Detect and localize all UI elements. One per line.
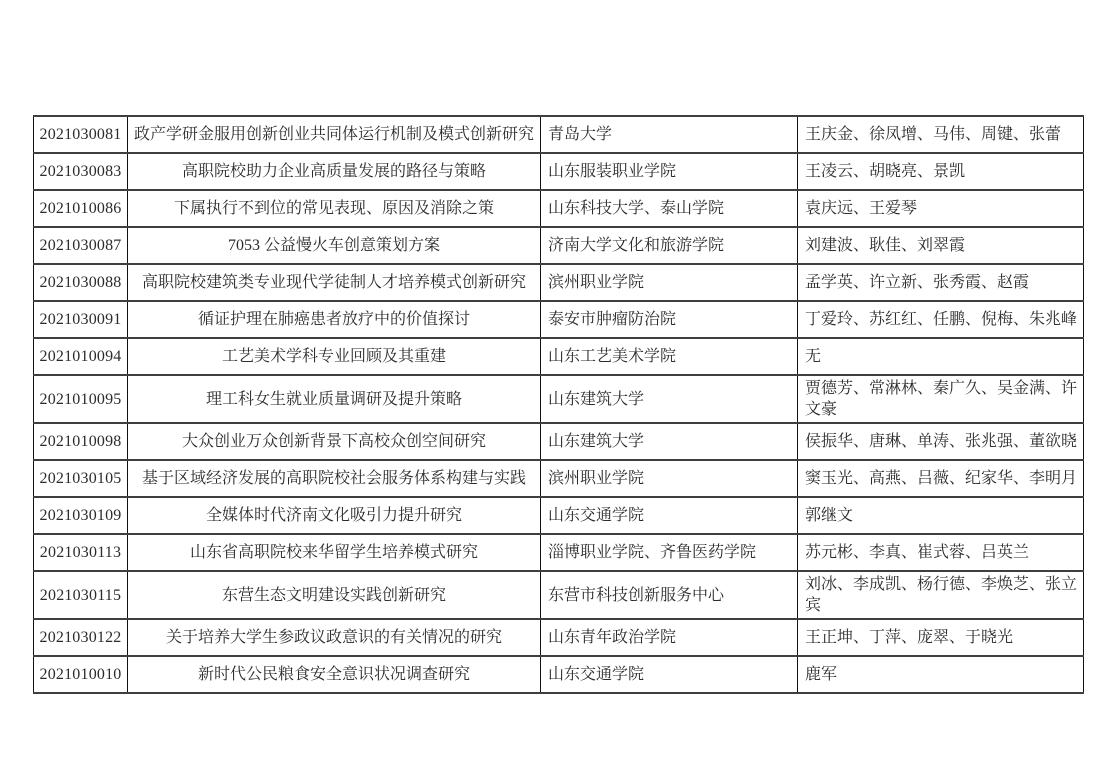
institution-cell: 滨州职业学院: [541, 264, 798, 301]
project-id-cell: 2021010086: [34, 190, 128, 227]
project-id-cell: 2021010094: [34, 338, 128, 375]
project-title-cell: 关于培养大学生参政议政意识的有关情况的研究: [128, 619, 541, 656]
institution-cell: 东营市科技创新服务中心: [541, 571, 798, 619]
table-row: [34, 656, 1084, 693]
institution-cell: 青岛大学: [541, 116, 798, 153]
members-cell: 贾德芳、常淋林、秦广久、吴金满、许文豪: [798, 375, 1084, 423]
members-cell: 刘冰、李成凯、杨行德、李焕芝、张立宾: [798, 571, 1084, 619]
project-id-cell: 2021030087: [34, 227, 128, 264]
table-row: [34, 534, 1084, 571]
project-id-cell: 2021030083: [34, 153, 128, 190]
members-cell: 苏元彬、李真、崔式蓉、吕英兰: [798, 534, 1084, 571]
institution-cell: 济南大学文化和旅游学院: [541, 227, 798, 264]
table-row: [34, 264, 1084, 301]
project-id-cell: 2021030091: [34, 301, 128, 338]
project-title-cell: 基于区域经济发展的高职院校社会服务体系构建与实践: [128, 460, 541, 497]
table-row: [34, 571, 1084, 619]
project-id-cell: 2021010098: [34, 423, 128, 460]
table-row: [34, 190, 1084, 227]
institution-cell: 山东工艺美术学院: [541, 338, 798, 375]
project-title-cell: 大众创业万众创新背景下高校众创空间研究: [128, 423, 541, 460]
table-row: [34, 116, 1084, 153]
project-id-cell: 2021030122: [34, 619, 128, 656]
table-row: [34, 153, 1084, 190]
projects-table: [33, 115, 1084, 694]
members-cell: 窦玉光、高燕、吕薇、纪家华、李明月: [798, 460, 1084, 497]
members-cell: 袁庆远、王爱琴: [798, 190, 1084, 227]
members-cell: 王庆金、徐凤增、马伟、周键、张蕾: [798, 116, 1084, 153]
project-id-cell: 2021030109: [34, 497, 128, 534]
members-cell: 丁爱玲、苏红红、任鹏、倪梅、朱兆峰: [798, 301, 1084, 338]
institution-cell: 山东服装职业学院: [541, 153, 798, 190]
institution-cell: 山东建筑大学: [541, 423, 798, 460]
project-title-cell: 循证护理在肺癌患者放疗中的价值探讨: [128, 301, 541, 338]
institution-cell: 山东交通学院: [541, 656, 798, 693]
project-id-cell: 2021010010: [34, 656, 128, 693]
members-cell: 王凌云、胡晓亮、景凯: [798, 153, 1084, 190]
project-id-cell: 2021030113: [34, 534, 128, 571]
institution-cell: 泰安市肿瘤防治院: [541, 301, 798, 338]
project-title-cell: 高职院校助力企业高质量发展的路径与策略: [128, 153, 541, 190]
table-row: [34, 619, 1084, 656]
table-row: [34, 497, 1084, 534]
institution-cell: 山东青年政治学院: [541, 619, 798, 656]
project-title-cell: 高职院校建筑类专业现代学徒制人才培养模式创新研究: [128, 264, 541, 301]
table-row: [34, 460, 1084, 497]
project-id-cell: 2021030088: [34, 264, 128, 301]
project-title-cell: 工艺美术学科专业回顾及其重建: [128, 338, 541, 375]
table-row: [34, 227, 1084, 264]
institution-cell: 山东建筑大学: [541, 375, 798, 423]
projects-table-body: [34, 116, 1084, 693]
project-title-cell: 新时代公民粮食安全意识状况调查研究: [128, 656, 541, 693]
project-title-cell: 理工科女生就业质量调研及提升策略: [128, 375, 541, 423]
table-row: [34, 338, 1084, 375]
institution-cell: 淄博职业学院、齐鲁医药学院: [541, 534, 798, 571]
members-cell: 郭继文: [798, 497, 1084, 534]
members-cell: 王正坤、丁萍、庞翠、于晓光: [798, 619, 1084, 656]
members-cell: 孟学英、许立新、张秀霞、赵霞: [798, 264, 1084, 301]
members-cell: 刘建波、耿佳、刘翠霞: [798, 227, 1084, 264]
project-title-cell: 东营生态文明建设实践创新研究: [128, 571, 541, 619]
project-id-cell: 2021010095: [34, 375, 128, 423]
project-title-cell: 山东省高职院校来华留学生培养模式研究: [128, 534, 541, 571]
table-row: [34, 423, 1084, 460]
project-id-cell: 2021030081: [34, 116, 128, 153]
members-cell: 鹿军: [798, 656, 1084, 693]
table-row: [34, 301, 1084, 338]
table-row: [34, 375, 1084, 423]
institution-cell: 山东科技大学、泰山学院: [541, 190, 798, 227]
members-cell: 无: [798, 338, 1084, 375]
institution-cell: 滨州职业学院: [541, 460, 798, 497]
project-title-cell: 全媒体时代济南文化吸引力提升研究: [128, 497, 541, 534]
project-id-cell: 2021030115: [34, 571, 128, 619]
project-title-cell: 下属执行不到位的常见表现、原因及消除之策: [128, 190, 541, 227]
project-title-cell: 7053 公益慢火车创意策划方案: [128, 227, 541, 264]
institution-cell: 山东交通学院: [541, 497, 798, 534]
project-title-cell: 政产学研金服用创新创业共同体运行机制及模式创新研究: [128, 116, 541, 153]
members-cell: 侯振华、唐琳、单涛、张兆强、董欲晓: [798, 423, 1084, 460]
project-id-cell: 2021030105: [34, 460, 128, 497]
